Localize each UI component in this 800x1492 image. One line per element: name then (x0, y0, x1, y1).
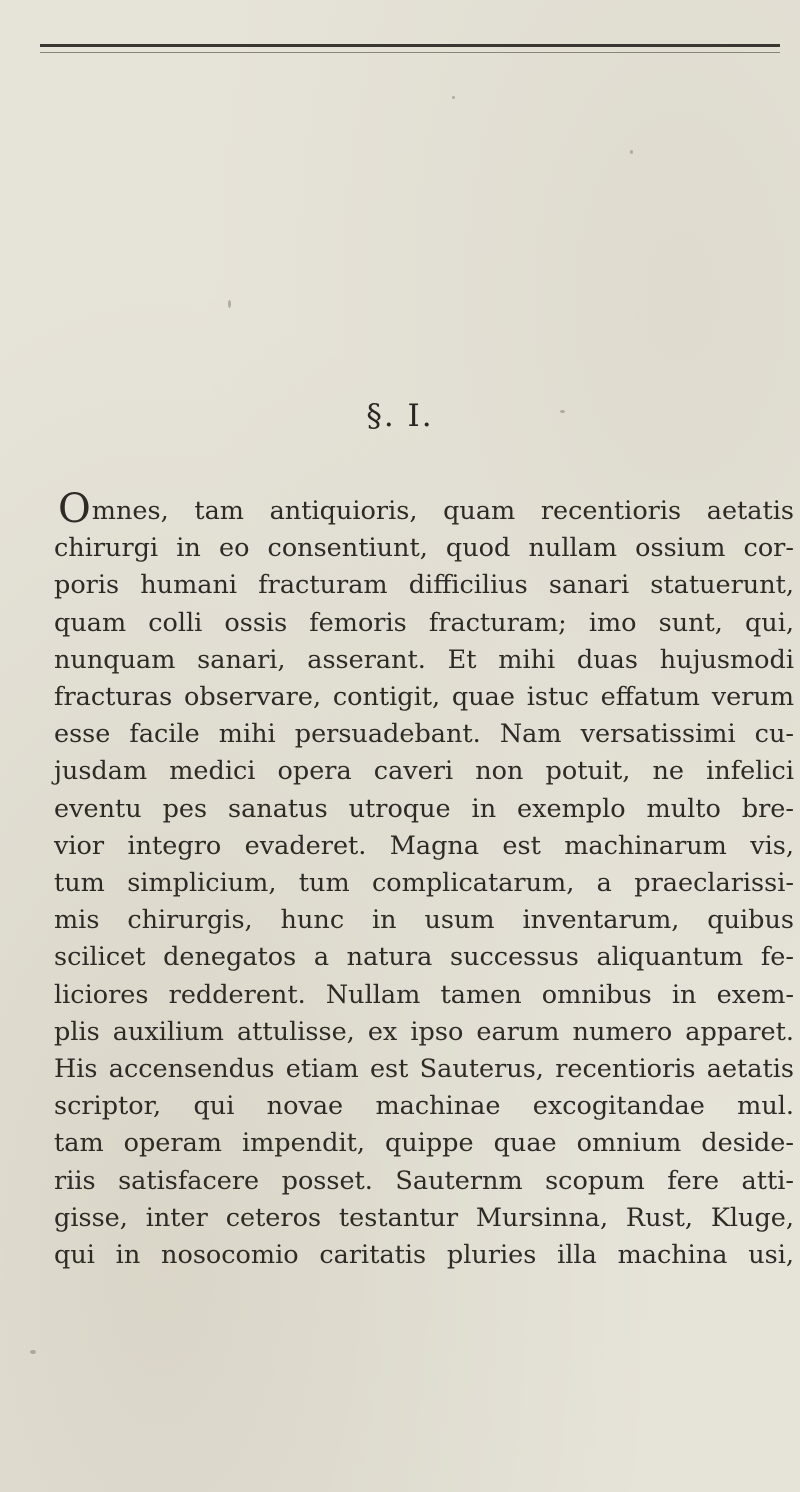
text-line: scriptor, qui novae machinae excogitandae mul. (54, 1091, 794, 1122)
text-line-1 (54, 486, 794, 532)
text-line: chirurgi in eo consentiunt, quod nullam ossium cor- (54, 533, 794, 564)
text-line: scilicet denegatos a natura successus aliquantum fe- (54, 942, 794, 973)
text-line: fracturas observare, contigit, quae istuc effatum verum (54, 682, 794, 713)
text-line: jusdam medici opera caveri non potuit, ne infelici (54, 756, 794, 787)
text-line: eventu pes sanatus utroque in exemplo multo bre- (54, 793, 794, 824)
drop-capital: O (58, 486, 91, 532)
text-line: His accensendus etiam est Sauterus, recentioris aetatis (54, 1054, 794, 1085)
body-text (54, 486, 794, 1274)
text-line: nunquam sanari, asserant. Et mihi duas hujusmodi (54, 644, 794, 675)
text-line: quam colli ossis femoris fracturam; imo sunt, qui, (54, 607, 794, 638)
top-border-thin-rule (40, 52, 780, 53)
paper-speck (452, 96, 455, 99)
paper-speck (228, 300, 231, 308)
text-line: mis chirurgis, hunc in usum inventarum, quibus (54, 905, 794, 936)
text-line: tum simplicium, tum complicatarum, a praeclarissi- (54, 868, 794, 899)
paper-speck (30, 1350, 36, 1354)
text-line: vior integro evaderet. Magna est machinarum vis, (54, 830, 794, 861)
text-line: riis satisfacere posset. Sauternm scopum fere atti- (54, 1165, 794, 1196)
text-line: plis auxilium attulisse, ex ipso earum numero apparet. (54, 1016, 794, 1047)
top-border-rule (40, 44, 780, 47)
text-line: qui in nosocomio caritatis pluries illa machina usi, (54, 1240, 794, 1271)
text-line: liciores redderent. Nullam tamen omnibus in exem- (54, 979, 794, 1010)
text-line: gisse, inter ceteros testantur Mursinna, Rust, Kluge, (54, 1202, 794, 1233)
first-line-text: mnes, tam antiquioris, quam recentioris aetatis (91, 496, 794, 526)
text-line: tam operam impendit, quippe quae omnium deside- (54, 1128, 794, 1159)
paper-speck (630, 150, 633, 154)
text-line: esse facile mihi persuadebant. Nam versatissimi cu- (54, 719, 794, 750)
text-line: poris humani fracturam difficilius sanari statuerunt, (54, 570, 794, 601)
section-heading: §. I. (366, 398, 434, 434)
